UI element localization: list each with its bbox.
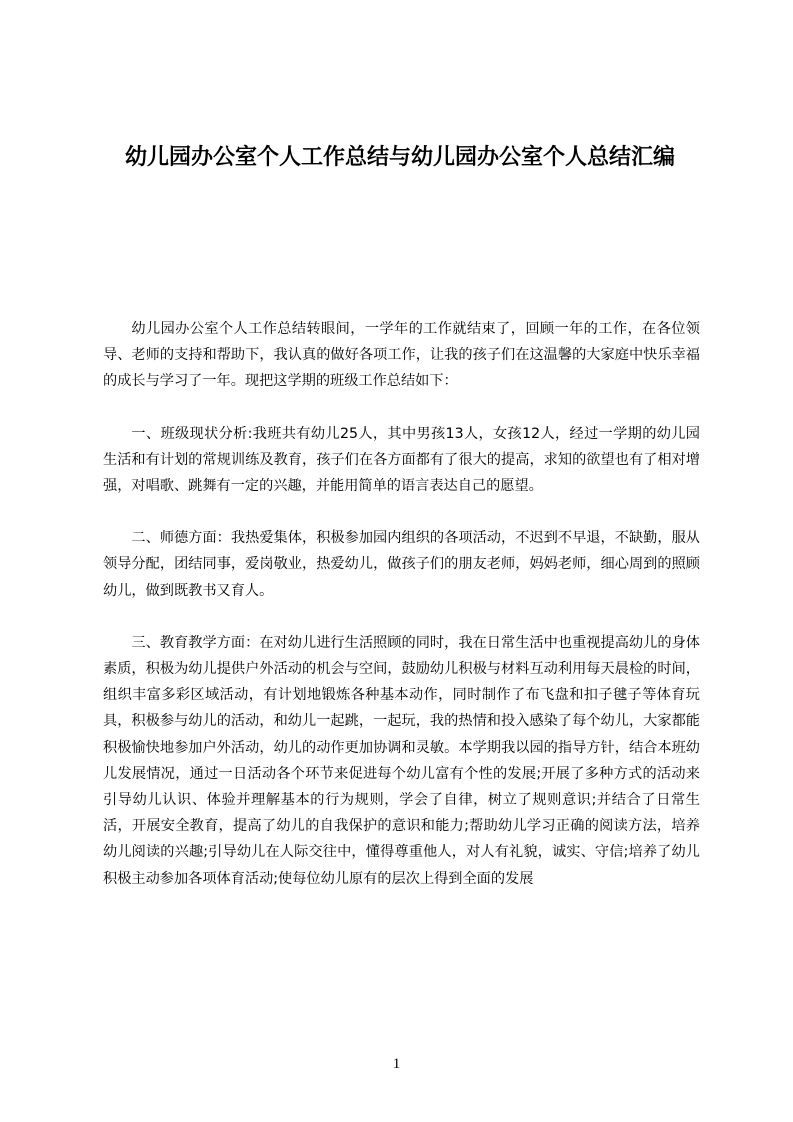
paragraph-class-analysis: 一、班级现状分析:我班共有幼儿25人，其中男孩13人，女孩12人，经过一学期的幼儿园生活和有计划的常规训练及教育，孩子们在各方面都有了很大的提高，求知的欲望也有了相对增强，对唱歌、跳舞有一定的兴趣，并能用简单的语言表达自己的愿望。 <box>103 425 700 495</box>
paragraph-teaching: 三、教育教学方面：在对幼儿进行生活照顾的同时，我在日常生活中也重视提高幼儿的身体素质，积极为幼儿提供户外活动的机会与空间，鼓励幼儿积极与材料互动利用每天晨检的时间，组织丰富多彩区域活动，有计划地锻炼各种基本动作，同时制作了布飞盘和扣子毽子等体育玩具，积极参与幼儿的活动，和幼儿一起跳，一起玩，我的热情和投入感染了每个幼儿，大家都能积极愉快地参加户外活动，幼儿的动作更加协调和灵敏。本学期我以园的指导方针，结合本班幼儿发展情况，通过一日活动各个环节来促进每个幼儿富有个性的发展;开展了多种方式的活动来引导幼儿认识、体验并理解基本的行为规则，学会了自律，树立了规则意识;并结合了日常生活，开展安全教育，提高了幼儿的自我保护的意识和能力;帮助幼儿学习正确的阅读方法，培养幼儿阅读的兴趣;引导幼儿在人际交往中，懂得尊重他人，对人有礼貌，诚实、守信;培养了幼儿积极主动参加各项体育活动;使每位幼儿原有的层次上得到全面的发展 <box>103 634 700 887</box>
document-title: 幼儿园办公室个人工作总结与幼儿园办公室个人总结汇编 <box>124 145 675 170</box>
page-number: 1 <box>392 1056 401 1072</box>
paragraph-intro: 幼儿园办公室个人工作总结转眼间，一学年的工作就结束了，回顾一年的工作，在各位领导、老师的支持和帮助下，我认真的做好各项工作，让我的孩子们在这温馨的大家庭中快乐幸福的成长与学习了一年。现把这学期的班级工作总结如下： <box>103 321 700 390</box>
document-body <box>103 316 700 918</box>
paragraph-teacher-ethics: 二、师德方面：我热爱集体，积极参加园内组织的各项活动，不迟到不早退，不缺勤，服从领导分配，团结同事，爱岗敬业，热爱幼儿，做孩子们的朋友老师，妈妈老师，细心周到的照顾幼儿，做到既教书又育人。 <box>103 530 700 599</box>
